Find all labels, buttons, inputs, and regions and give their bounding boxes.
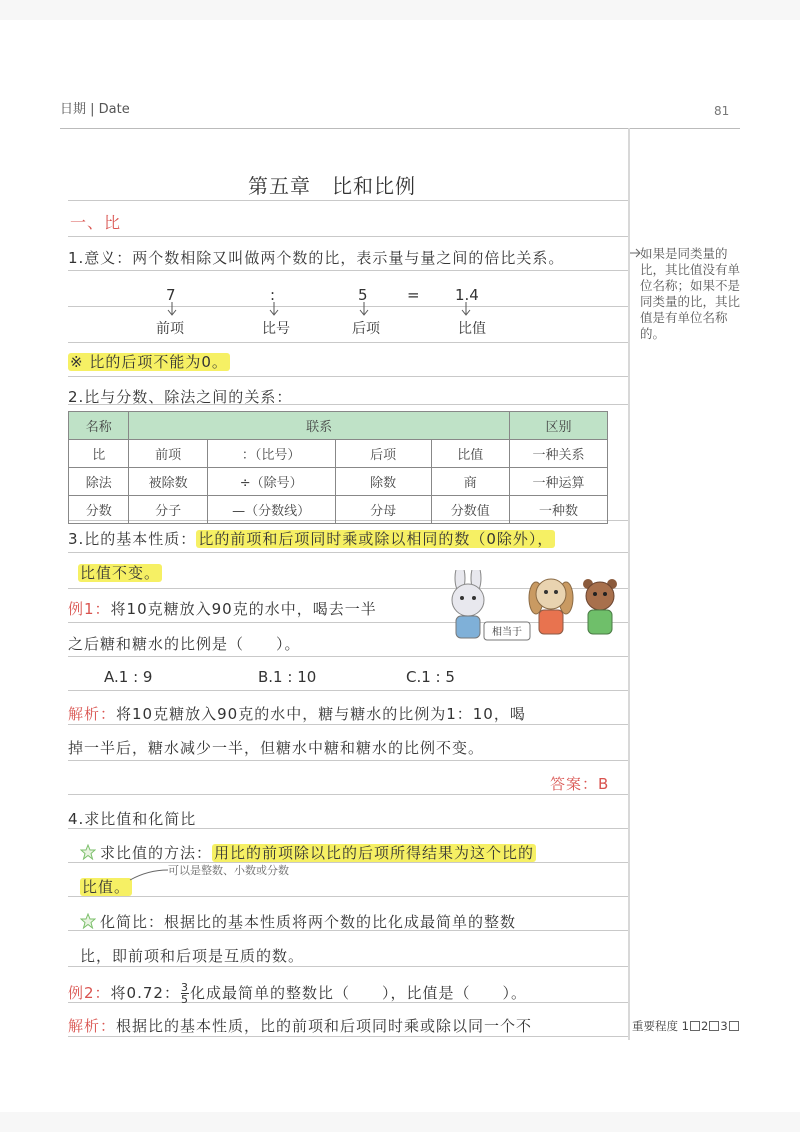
page-number: 81: [714, 104, 730, 118]
checkbox-icon[interactable]: [729, 1021, 739, 1031]
relation-table: [68, 411, 608, 524]
label-ratio-value: 比值: [458, 321, 486, 337]
table-cell: 前项: [129, 440, 207, 468]
ruled-line: [68, 1036, 628, 1037]
example2-label: 例2：: [68, 984, 111, 1002]
label-antecedent: 前项: [156, 321, 184, 337]
date-label: 日期 | Date: [60, 102, 130, 117]
table-cell: 商: [431, 468, 509, 496]
ratio-equals: =: [407, 286, 420, 304]
ruled-line: [68, 236, 628, 237]
option-a: A.1 : 9: [104, 668, 153, 686]
fraction: [181, 982, 189, 1005]
ruled-line: [68, 966, 628, 967]
ratio-colon: :: [270, 286, 276, 304]
ruled-line: [68, 270, 628, 271]
example1-label: 例1：: [68, 600, 111, 618]
table-header-row: [69, 412, 608, 440]
sign-text: 相当于: [492, 627, 522, 638]
header-rule: [60, 128, 740, 129]
table-cell: 后项: [335, 440, 431, 468]
method-highlight-2: 比值。: [82, 878, 131, 896]
side-note: 如果是同类量的比，其比值没有单位名称；如果不是同类量的比，其比值是有单位名称的。: [640, 246, 741, 341]
example2-text-before: 将0.72：: [110, 984, 180, 1002]
table-cell: 分数: [69, 496, 129, 524]
analysis2-label: 解析：: [68, 1017, 117, 1035]
table-cell: 比: [69, 440, 129, 468]
method-highlight: 用比的前项除以比的后项所得结果为这个比的: [214, 844, 535, 862]
simplify-label: 化简比：: [100, 913, 165, 931]
table-row: [69, 496, 608, 524]
ruled-line: [68, 376, 628, 377]
ruled-line: [68, 724, 628, 725]
star-icon: [80, 913, 96, 929]
checkbox-icon[interactable]: [690, 1021, 700, 1031]
ruled-line: [68, 200, 628, 201]
ratio-consequent: 5: [358, 286, 368, 304]
table-header-cell: 区别: [509, 412, 607, 440]
analysis2-text: 根据比的基本性质，比的前项和后项同时乘或除以同一个不: [116, 1017, 533, 1035]
ruled-line: [68, 656, 628, 657]
ruled-line: [68, 690, 628, 691]
ratio-arrows: [150, 302, 490, 320]
example1-text1: 将10克糖放入90克的水中，喝去一半: [110, 600, 377, 618]
sign-board: [484, 622, 530, 640]
method-line-2: [80, 876, 132, 897]
example1-line1: [68, 598, 377, 619]
example2-line: [68, 982, 527, 1005]
option-c: C.1 : 5: [406, 668, 455, 686]
note-arrow-icon: [128, 866, 170, 884]
table-cell: 分数值: [431, 496, 509, 524]
table-cell: 分子: [129, 496, 207, 524]
table-cell: 除法: [69, 468, 129, 496]
meaning-text: 1.意义：两个数相除又叫做两个数的比，表示量与量之间的倍比关系。: [68, 249, 565, 267]
importance-level-2: 2: [700, 1019, 709, 1033]
simplify-line: [80, 911, 516, 932]
star-icon: [80, 844, 96, 860]
property-highlight: 比的前项和后项同时乘或除以相同的数（0除外），: [198, 530, 554, 548]
analysis1-line1: [68, 703, 526, 724]
example1-text2: 之后糖和糖水的比例是（ ）。: [68, 635, 301, 653]
simplify-text2: 比，即前项和后项是互质的数。: [80, 947, 305, 965]
label-consequent: 后项: [352, 321, 380, 337]
importance-label: 重要程度: [632, 1019, 678, 1033]
analysis1-text1: 将10克糖放入90克的水中，糖与糖水的比例为1：10，喝: [116, 705, 526, 723]
method-note: 可以是整数、小数或分数: [168, 864, 289, 877]
table-header-cell: 联系: [129, 412, 509, 440]
fraction-denominator: 5: [180, 993, 189, 1006]
chapter-title: 第五章 比和比例: [248, 174, 416, 198]
importance-level-1: 1: [681, 1019, 689, 1033]
table-cell: 分母: [335, 496, 431, 524]
note-highlight: [68, 351, 230, 372]
property-line: [68, 528, 555, 549]
section4-heading: 4.求比值和化简比: [68, 810, 197, 828]
method-label: 求比值的方法：: [100, 844, 213, 862]
simplify-text1: 根据比的基本性质将两个数的比化成最简单的整数: [164, 913, 517, 931]
fraction-numerator: 3: [180, 981, 189, 994]
property-highlight-2: 比值不变。: [80, 564, 161, 582]
ratio-value: 1.4: [455, 286, 479, 304]
analysis1-label: 解析：: [68, 705, 117, 723]
rabbit-icon: [452, 570, 484, 638]
importance-rating: [632, 1018, 740, 1034]
example2-text-after: 化成最简单的整数比（ ），比值是（ ）。: [189, 984, 527, 1002]
table-cell: 一种关系: [509, 440, 607, 468]
section-heading-ratio: 一、比: [70, 213, 122, 232]
table-cell: —（分数线）: [207, 496, 335, 524]
property-label: 3.比的基本性质：: [68, 530, 197, 548]
option-b: B.1 : 10: [258, 668, 317, 686]
dog-icon: [529, 579, 573, 634]
relation-heading: 2.比与分数、除法之间的关系：: [68, 388, 293, 406]
analysis2-line: [68, 1015, 532, 1036]
ruled-line: [68, 552, 628, 553]
property-line-2: [78, 562, 162, 583]
ruled-line: [68, 760, 628, 761]
ratio-antecedent: 7: [166, 286, 176, 304]
table-row: [69, 440, 608, 468]
answer1: 答案：B: [550, 775, 610, 793]
ruled-line: [68, 794, 628, 795]
checkbox-icon[interactable]: [709, 1021, 719, 1031]
ruled-line: [68, 342, 628, 343]
table-row: [69, 468, 608, 496]
table-cell: 一种运算: [509, 468, 607, 496]
table-cell: 比值: [431, 440, 509, 468]
table-cell: 被除数: [129, 468, 207, 496]
label-ratio-sign: 比号: [262, 321, 290, 337]
animal-illustration: [440, 570, 630, 650]
method-line: [80, 842, 536, 863]
table-cell: 一种数: [509, 496, 607, 524]
importance-level-3: 3: [720, 1019, 728, 1033]
note-text: ※ 比的后项不能为0。: [70, 353, 228, 371]
bear-icon: [583, 579, 617, 634]
table-header-cell: 名称: [69, 412, 129, 440]
table-cell: ：（比号）: [207, 440, 335, 468]
table-cell: 除数: [335, 468, 431, 496]
table-cell: ÷（除号）: [207, 468, 335, 496]
analysis1-text2: 掉一半后，糖水减少一半，但糖水中糖和糖水的比例不变。: [68, 739, 485, 757]
ruled-line: [68, 896, 628, 897]
